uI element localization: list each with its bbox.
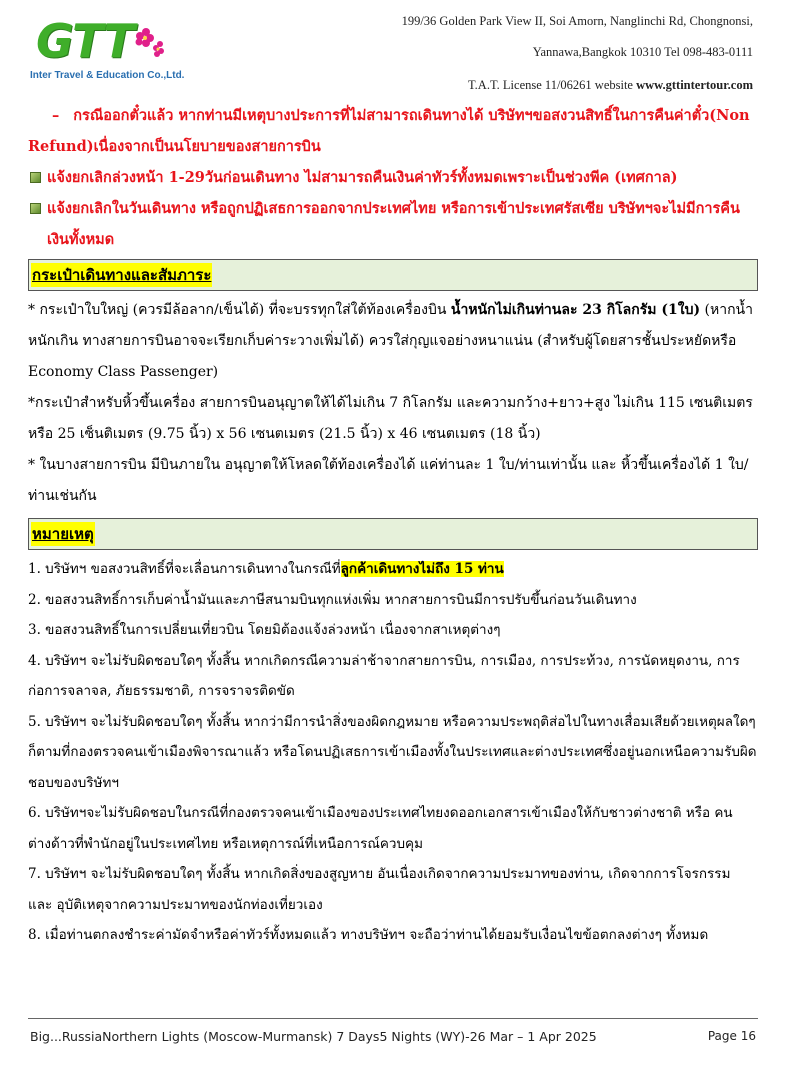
- cancel-bullet-1: [28, 162, 758, 193]
- note-item: 7. บริษัทฯ จะไม่รับผิดชอบใดๆ ทั้งสิ้น หากเกิดสิ่งของสูญหาย อันเนื่องเกิดจากความประมาทของท่าน, เกิดจากการโจรกรรม และ อุบัติเหตุจากความประมาทของนักท่องเที่ยวเอง: [28, 866, 731, 913]
- note-item: 2. ขอสงวนสิทธิ์การเก็บค่าน้ำมันและภาษีสนามบินทุกแห่งเพิ่ม หากสายการบินมีการปรับขึ้นก่อนวันเดินทาง: [28, 591, 637, 608]
- cancel-bullet-2-text: แจ้งยกเลิกในวันเดินทาง หรือถูกปฏิเสธการออกจากประเทศไทย หรือการเข้าประเทศรัสเซีย บริษัทฯจะไม่มีการคืนเงินทั้งหมด: [47, 200, 740, 248]
- luggage-paragraph-3: * ในบางสายการบิน มีบินภายใน อนุญาตให้โหลดใต้ท้องเครื่องได้ แค่ท่านละ 1 ใบ/ท่านเท่านั้น และ หิ้วขึ้นเครื่องได้ 1 ใบ/ท่านเช่นกัน: [28, 457, 749, 504]
- note-1-highlight: ลูกค้าเดินทางไม่ถึง 15 ท่าน: [340, 561, 504, 577]
- address-line-1: 199/36 Golden Park View II, Soi Amorn, Nanglinchi Rd, Chongnonsi,: [401, 14, 753, 28]
- refund-policy: [28, 100, 758, 162]
- page-number: Page 16: [707, 1029, 756, 1043]
- license-line: [468, 78, 753, 93]
- flower-icon: [126, 22, 166, 62]
- luggage-p1-c: (หากน้ำหนักเกิน ทางสายการบินอาจจะเรียกเก็บค่าระวางเพิ่มได้) ควรใส่กุญแจอย่างหนาแน่น (สำหรับผู้โดยสารชั้นประหยัดหรือ Economy Class Passenger): [28, 302, 753, 380]
- luggage-paragraph-1: [28, 295, 758, 388]
- cancel-bullet-1-text: แจ้งยกเลิกล่วงหน้า 1-29วันก่อนเดินทาง ไม่สามารถคืนเงินค่าทัวร์ทั้งหมดเพราะเป็นช่วงพีค (เทศกาล): [47, 169, 678, 186]
- notes-section-title: หมายเหตุ: [31, 522, 95, 546]
- note-item: 8. เมื่อท่านตกลงชำระค่ามัดจำหรือค่าทัวร์ทั้งหมดแล้ว ทางบริษัทฯ จะถือว่าท่านได้ยอมรับเงื่อนไขข้อตกลงต่างๆ ทั้งหมด: [28, 927, 709, 943]
- page-content: [28, 100, 758, 951]
- luggage-section-header: [28, 259, 758, 291]
- page-footer: [28, 1018, 758, 1044]
- square-bullet-icon: [30, 203, 41, 214]
- luggage-p1-a: * กระเป๋าใบใหญ่ (ควรมีล้อลาก/เข็นได้) ที่จะบรรทุกใส่ใต้ท้องเครื่องบิน: [28, 302, 451, 318]
- luggage-section-title: กระเป๋าเดินทางและสัมภาระ: [31, 263, 212, 287]
- logo-text: GTT: [36, 14, 134, 68]
- square-bullet-icon: [30, 172, 41, 183]
- note-item: 6. บริษัทฯจะไม่รับผิดชอบในกรณีที่กองตรวจคนเข้าเมืองของประเทศไทยงดออกเอกสารเข้าเมืองให้กับชาวต่างชาติ หรือ คนต่างด้าวที่พำนักอยู่ในประเทศไทย หรือเหตุการณ์ที่เหนือการณ์ควบคุม: [28, 805, 733, 852]
- note-item: 3. ขอสงวนสิทธิ์ในการเปลี่ยนเที่ยวบิน โดยมิต้องแจ้งล่วงหน้า เนื่องจากสาเหตุต่างๆ: [28, 622, 501, 638]
- company-logo: [30, 12, 185, 92]
- cancel-bullet-2: [28, 193, 758, 255]
- license-text: T.A.T. License 11/06261 website: [467, 78, 637, 92]
- note-item: 4. บริษัทฯ จะไม่รับผิดชอบใดๆ ทั้งสิ้น หากเกิดกรณีความล่าช้าจากสายการบิน, การเมือง, การประท้วง, การนัดหยุดงาน, การก่อการจลาจล, ภัยธรรมชาติ, การจราจรติดขัด: [28, 652, 740, 699]
- page-header: [0, 0, 785, 100]
- notes-section-header: [28, 518, 758, 550]
- note-item: 5. บริษัทฯ จะไม่รับผิดชอบใดๆ ทั้งสิ้น หากว่ามีการนำสิ่งของผิดกฎหมาย หรือความประพฤติส่อไปในทางเสื่อมเสียด้วยเหตุผลใดๆ ก็ตามที่กองตรวจคนเข้าเมืองพิจารณาแล้ว หรือโดนปฏิเสธการเข้าเมืองทั้งในประเทศและต่างประเทศซึ่งอยู่นอกเหนือความรับผิดชอบของบริษัทฯ: [28, 713, 757, 791]
- website-link[interactable]: www.gttintertour.com: [636, 78, 753, 92]
- dash-marker: –: [52, 107, 60, 124]
- logo-subtitle: Inter Travel & Education Co.,Ltd.: [30, 70, 185, 81]
- footer-tour-name: Big...RussiaNorthern Lights (Moscow-Murmansk) 7 Days5 Nights (WY)-26 Mar – 1 Apr 2025: [30, 1029, 597, 1044]
- address-line-2: Yannawa,Bangkok 10310 Tel 098-483-0111: [532, 45, 753, 59]
- refund-policy-text: กรณีออกตั๋วแล้ว หากท่านมีเหตุบางประการที่ไม่สามารถเดินทางได้ บริษัทฯขอสงวนสิทธิ์ในการคืนค่าตั๋ว(Non Refund)เนื่องจากเป็นนโยบายของสายการบิน: [28, 107, 750, 155]
- luggage-paragraph-2: *กระเป๋าสำหรับหิ้วขึ้นเครื่อง สายการบินอนุญาตให้ได้ไม่เกิน 7 กิโลกรัม และความกว้าง+ยาว+สูง ไม่เกิน 115 เซนติเมตร หรือ 25 เซ็นติเมตร (9.75 นิ้ว) x 56 เซนตเมตร (21.5 นิ้ว) x 46 เซนตเมตร (18 นิ้ว): [28, 395, 753, 442]
- note-item: [28, 554, 758, 585]
- note-1-text: 1. บริษัทฯ ขอสงวนสิทธิ์ที่จะเลื่อนการเดินทางในกรณีที่: [28, 561, 341, 577]
- luggage-weight-limit: น้ำหนักไม่เกินท่านละ 23 กิโลกรัม (1ใบ): [450, 302, 701, 318]
